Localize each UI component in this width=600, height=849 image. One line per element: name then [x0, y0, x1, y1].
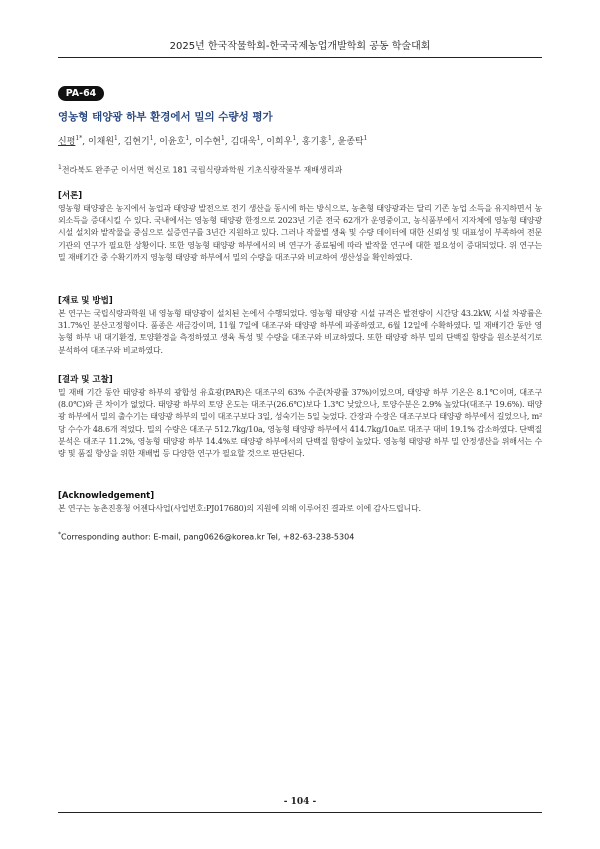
author: 홍기홍 [301, 137, 328, 147]
poster-id-badge: PA-64 [58, 86, 104, 101]
author-mark: 1 [149, 135, 154, 142]
corresponding-author [58, 531, 354, 542]
author-mark: 1 [114, 135, 118, 142]
author-mark: 1* [75, 135, 83, 142]
corresponding-mark: * [58, 531, 61, 538]
affiliation-text: 전라북도 완주군 이서면 혁신로 181 국립식량과학원 기초식량작물부 재배생리과 [61, 165, 343, 175]
author: 이희우 [266, 137, 293, 147]
section-body: 본 연구는 농촌진흥청 어젠다사업(사업번호:PJ017680)의 지원에 의해 이루어진 결과로 이에 감사드립니다. [58, 504, 421, 513]
author: 이수현 [194, 137, 222, 147]
author-mark: 1 [185, 135, 190, 142]
section-body: 본 연구는 국립식량과학원 내 영농형 태양광이 설치된 논에서 수행되었다. 영농형 태양광 시설 규격은 발전량이 시간당 43.2kW, 시설 차광률은 31.7%인 분산고정형이다. 품종은 새금강이며, 11월 7일에 대조구와 태양광 하부에 파종하였고, 6월 12일에 수확하였다. 밀 재배기간 동안 영농형 하부 내 대기환경, 토양환경을 측정하였고 생육 특성 및 수량을 대조구와 비교하였다. 또한 태양광 하부 밀의 단백질 함량을 원소분석기로 분석하여 대조구와 비교하였다. [58, 309, 542, 355]
section-acknowledgement [58, 491, 542, 515]
section-heading: [Acknowledgement] [58, 491, 155, 501]
section-heading: [재료 및 방법] [58, 296, 113, 306]
author: 이윤호 [159, 137, 186, 147]
paper-title: 영농형 태양광 하부 환경에서 밀의 수량성 평가 [58, 111, 273, 123]
section-results [58, 373, 542, 460]
author-mark: 1 [221, 135, 225, 142]
page-number: - 104 - [283, 797, 317, 807]
affiliation [58, 164, 342, 176]
footer-divider [58, 812, 542, 813]
author: 이채원 [87, 137, 115, 147]
header-divider [58, 57, 542, 58]
affiliation-mark: 1 [58, 164, 62, 171]
author: 윤종탁 [337, 137, 364, 147]
author-mark: 1 [292, 135, 297, 142]
section-body: 밀 재배 기간 동안 태양광 하부의 광합성 유효광(PAR)은 대조구의 63% 수준(차광률 37%)이었으며, 태양광 하부 기온은 8.1℃이며, 대조구(8.0℃)와 큰 차이가 없었다. 태양광 하부의 토양 온도는 대조구(26.6℃)보다 1.3℃ 낮았으나, 토양수분은 2.9% 높았다(대조구 19.6%). 태양광 하부에서 밀의 출수기는 태양광 하부의 밀이 대조구보다 3일, 성숙기는 5일 늦었다. 간장과 수장은 대조구보다 태양광 하부에서 길었으나, m²당 수수가 48.6개 적었다. 밀의 수량은 대조구 512.7kg/10a, 영농형 태양광 하부에서 414.7kg/10a로 대조구 대비 19.1% 감소하였다. 단백질 분석은 대조구 11.2%, 영농형 태양광 하부 14.4%로 태양광 하부에서의 단백질 함량이 높았다. 영농형 태양광 하부 밀 안정생산을 위해서는 수량 및 품질 향상을 위한 재배법 등 다양한 연구가 필요할 것으로 판단된다. [58, 388, 542, 459]
author-list: 신평$^{1*}$, 이채원$^1$, 김현기$^1$, 이윤호$^1$, 이수현$^1$, 김대욱$^1$, 이희우$^1$, 홍기홍$^1$, 윤종탁$^1$ [58, 135, 368, 147]
author: 김대욱 [230, 137, 257, 147]
corresponding-text: Corresponding author: E-mail, pang0626@korea.kr Tel, +82-63-238-5304 [61, 532, 355, 542]
section-methods [58, 294, 542, 357]
section-body: 영농형 태양광은 농지에서 농업과 태양광 발전으로 전기 생산을 동시에 하는 방식으로, 농촌형 태양광과는 달리 기존 농업 소득을 유지하면서 농외소득을 증대시킬 수 있다. 국내에서는 영농형 태양광 한정으로 2023년 기준 전국 62개가 운영중이고, 농식품부에서 지자체에 영농형 태양광 시설 설치와 밭작물을 중심으로 실증연구를 3년간 지원하고 있다. 그러나 작물별 생육 및 수량 데이터에 대한 신뢰성 및 대표성이 부족하여 전문기관의 연구가 필요한 상황이다. 또한 영농형 태양광 하부에서의 벼 연구가 종료됨에 따라 밭작물 연구에 대한 필요성이 증대되었다. 위 연구는 밀 재배기간 중 수확기까지 영농형 태양광 하부에서 밀의 수량을 대조구와 비교하여 생산성을 확인하였다. [58, 204, 542, 262]
author: 김현기 [123, 137, 150, 147]
section-heading: [서론] [58, 191, 83, 201]
author-mark: 1 [327, 135, 332, 142]
author-first: 신평 [58, 137, 76, 147]
author-mark: 1 [363, 135, 368, 142]
section-heading: [결과 및 고찰] [58, 375, 113, 385]
author-mark: 1 [256, 135, 261, 142]
conference-header: 2025년 한국작물학회-한국국제농업개발학회 공동 학술대회 [169, 41, 431, 52]
section-introduction [58, 189, 542, 264]
